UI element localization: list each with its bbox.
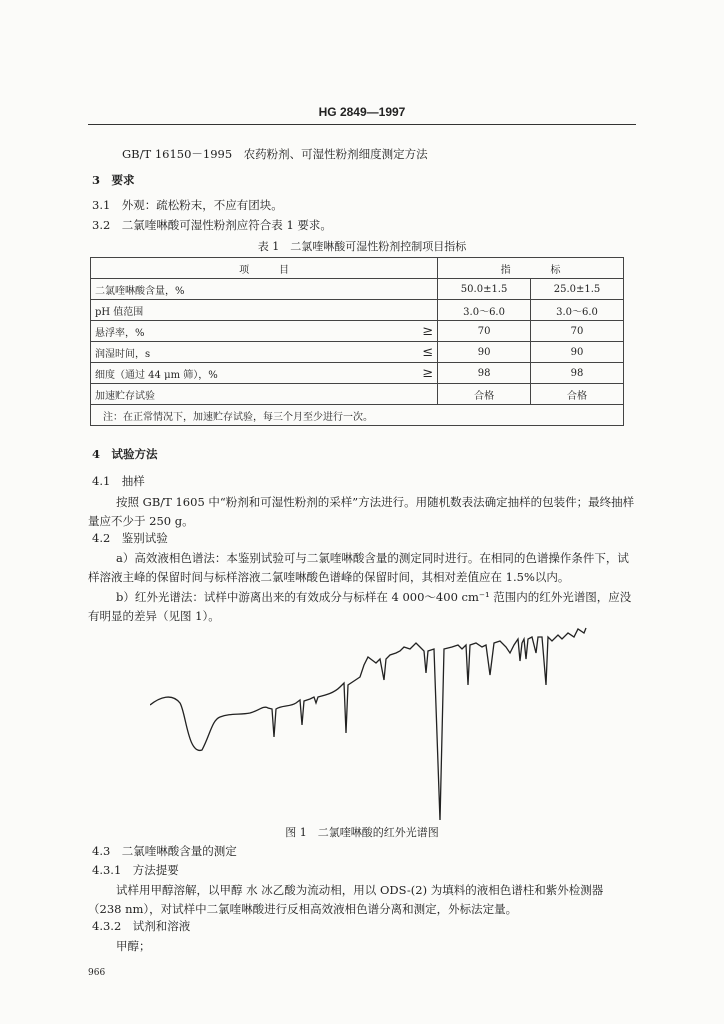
row-name: 细度（通过 44 μm 筛），%	[91, 363, 410, 384]
row-operator: ≥	[409, 321, 438, 342]
row-value-2: 70	[531, 321, 624, 342]
figure-1-caption: 图 1 二氯喹啉酸的红外光谱图	[285, 826, 439, 839]
row-operator	[409, 300, 438, 321]
row-value-1: 90	[438, 342, 531, 363]
clause-4-2-b: b）红外光谱法：试样中游离出来的有效成分与标样在 4 000～400 cm⁻¹ 范围内的红外光谱图，应没有明显的差异（见图 1）。	[88, 590, 632, 623]
row-value-2: 98	[531, 363, 624, 384]
row-operator: ≥	[409, 363, 438, 384]
clause-4-1-text: 按照 GB/T 1605 中“粉剂和可湿性粉剂的采样”方法进行。用随机数表法确定抽样的包装件；最终抽样量应不少于 250 g。	[88, 495, 635, 528]
row-operator	[409, 384, 438, 405]
row-value-2: 25.0±1.5	[531, 279, 624, 300]
table-row	[91, 363, 624, 384]
spec-table	[90, 257, 624, 426]
table-note-row	[91, 405, 624, 426]
table-row	[91, 384, 624, 405]
row-value-2: 3.0～6.0	[531, 300, 624, 321]
clause-4-1-title: 4.1 抽样	[92, 474, 145, 488]
table-row	[91, 342, 624, 363]
row-value-1: 98	[438, 363, 531, 384]
row-value-1: 合格	[438, 384, 531, 405]
page-header: HG 2849—1997	[318, 105, 406, 119]
table-row	[91, 300, 624, 321]
table-row	[91, 279, 624, 300]
section-4-title: 4 试验方法	[92, 447, 158, 461]
clause-3-1: 3.1 外观：疏松粉末，不应有团块。	[92, 198, 283, 212]
row-value-1: 3.0～6.0	[438, 300, 531, 321]
row-value-2: 90	[531, 342, 624, 363]
clause-4-3-1-text: 试样用甲醇溶解，以甲醇 水 冰乙酸为流动相，用以 ODS-(2) 为填料的液相色谱柱和紫外检测器（238 nm），对试样中二氯喹啉酸进行反相高效液相色谱分离和测定，外标法定量。	[88, 883, 604, 916]
row-name: 悬浮率，%	[91, 321, 410, 342]
table-1-caption: 表 1 二氯喹啉酸可湿性粉剂控制项目指标	[257, 240, 467, 253]
row-operator	[409, 279, 438, 300]
clause-4-3-1-title: 4.3.1 方法提要	[92, 863, 179, 877]
row-name: 加速贮存试验	[91, 384, 410, 405]
table-row	[91, 321, 624, 342]
row-value-1: 50.0±1.5	[438, 279, 531, 300]
reference-standard: GB/T 16150－1995 农药粉剂、可湿性粉剂细度测定方法	[122, 147, 428, 161]
row-value-1: 70	[438, 321, 531, 342]
ir-spectrum-trace	[150, 628, 586, 820]
clause-4-2-title: 4.2 鉴别试验	[92, 531, 168, 545]
row-operator: ≤	[409, 342, 438, 363]
table-header-item: 项 目	[91, 258, 438, 279]
row-name: pH 值范围	[91, 300, 410, 321]
row-name: 润湿时间，s	[91, 342, 410, 363]
page-number: 966	[88, 968, 106, 978]
clause-4-2-a: a）高效液相色谱法：本鉴别试验可与二氯喹啉酸含量的测定同时进行。在相同的色谱操作条件下，试样溶液主峰的保留时间与标样溶液二氯喹啉酸色谱峰的保留时间，其相对差值应在 1.5%以内。	[88, 551, 629, 584]
clause-3-2: 3.2 二氯喹啉酸可湿性粉剂应符合表 1 要求。	[92, 218, 332, 232]
section-3-title: 3 要求	[92, 173, 135, 187]
clause-4-3-title: 4.3 二氯喹啉酸含量的测定	[92, 844, 237, 858]
row-value-2: 合格	[531, 384, 624, 405]
clause-4-3-2-text: 甲醇；	[116, 939, 151, 953]
clause-4-3-2-title: 4.3.2 试剂和溶液	[92, 919, 191, 933]
header-rule	[88, 124, 636, 125]
table-header-index: 指 标	[438, 258, 624, 279]
ir-spectrum-figure	[150, 625, 600, 820]
table-header-row	[91, 258, 624, 279]
row-name: 二氯喹啉酸含量，%	[91, 279, 410, 300]
table-note: 注：在正常情况下，加速贮存试验，每三个月至少进行一次。	[91, 405, 624, 426]
